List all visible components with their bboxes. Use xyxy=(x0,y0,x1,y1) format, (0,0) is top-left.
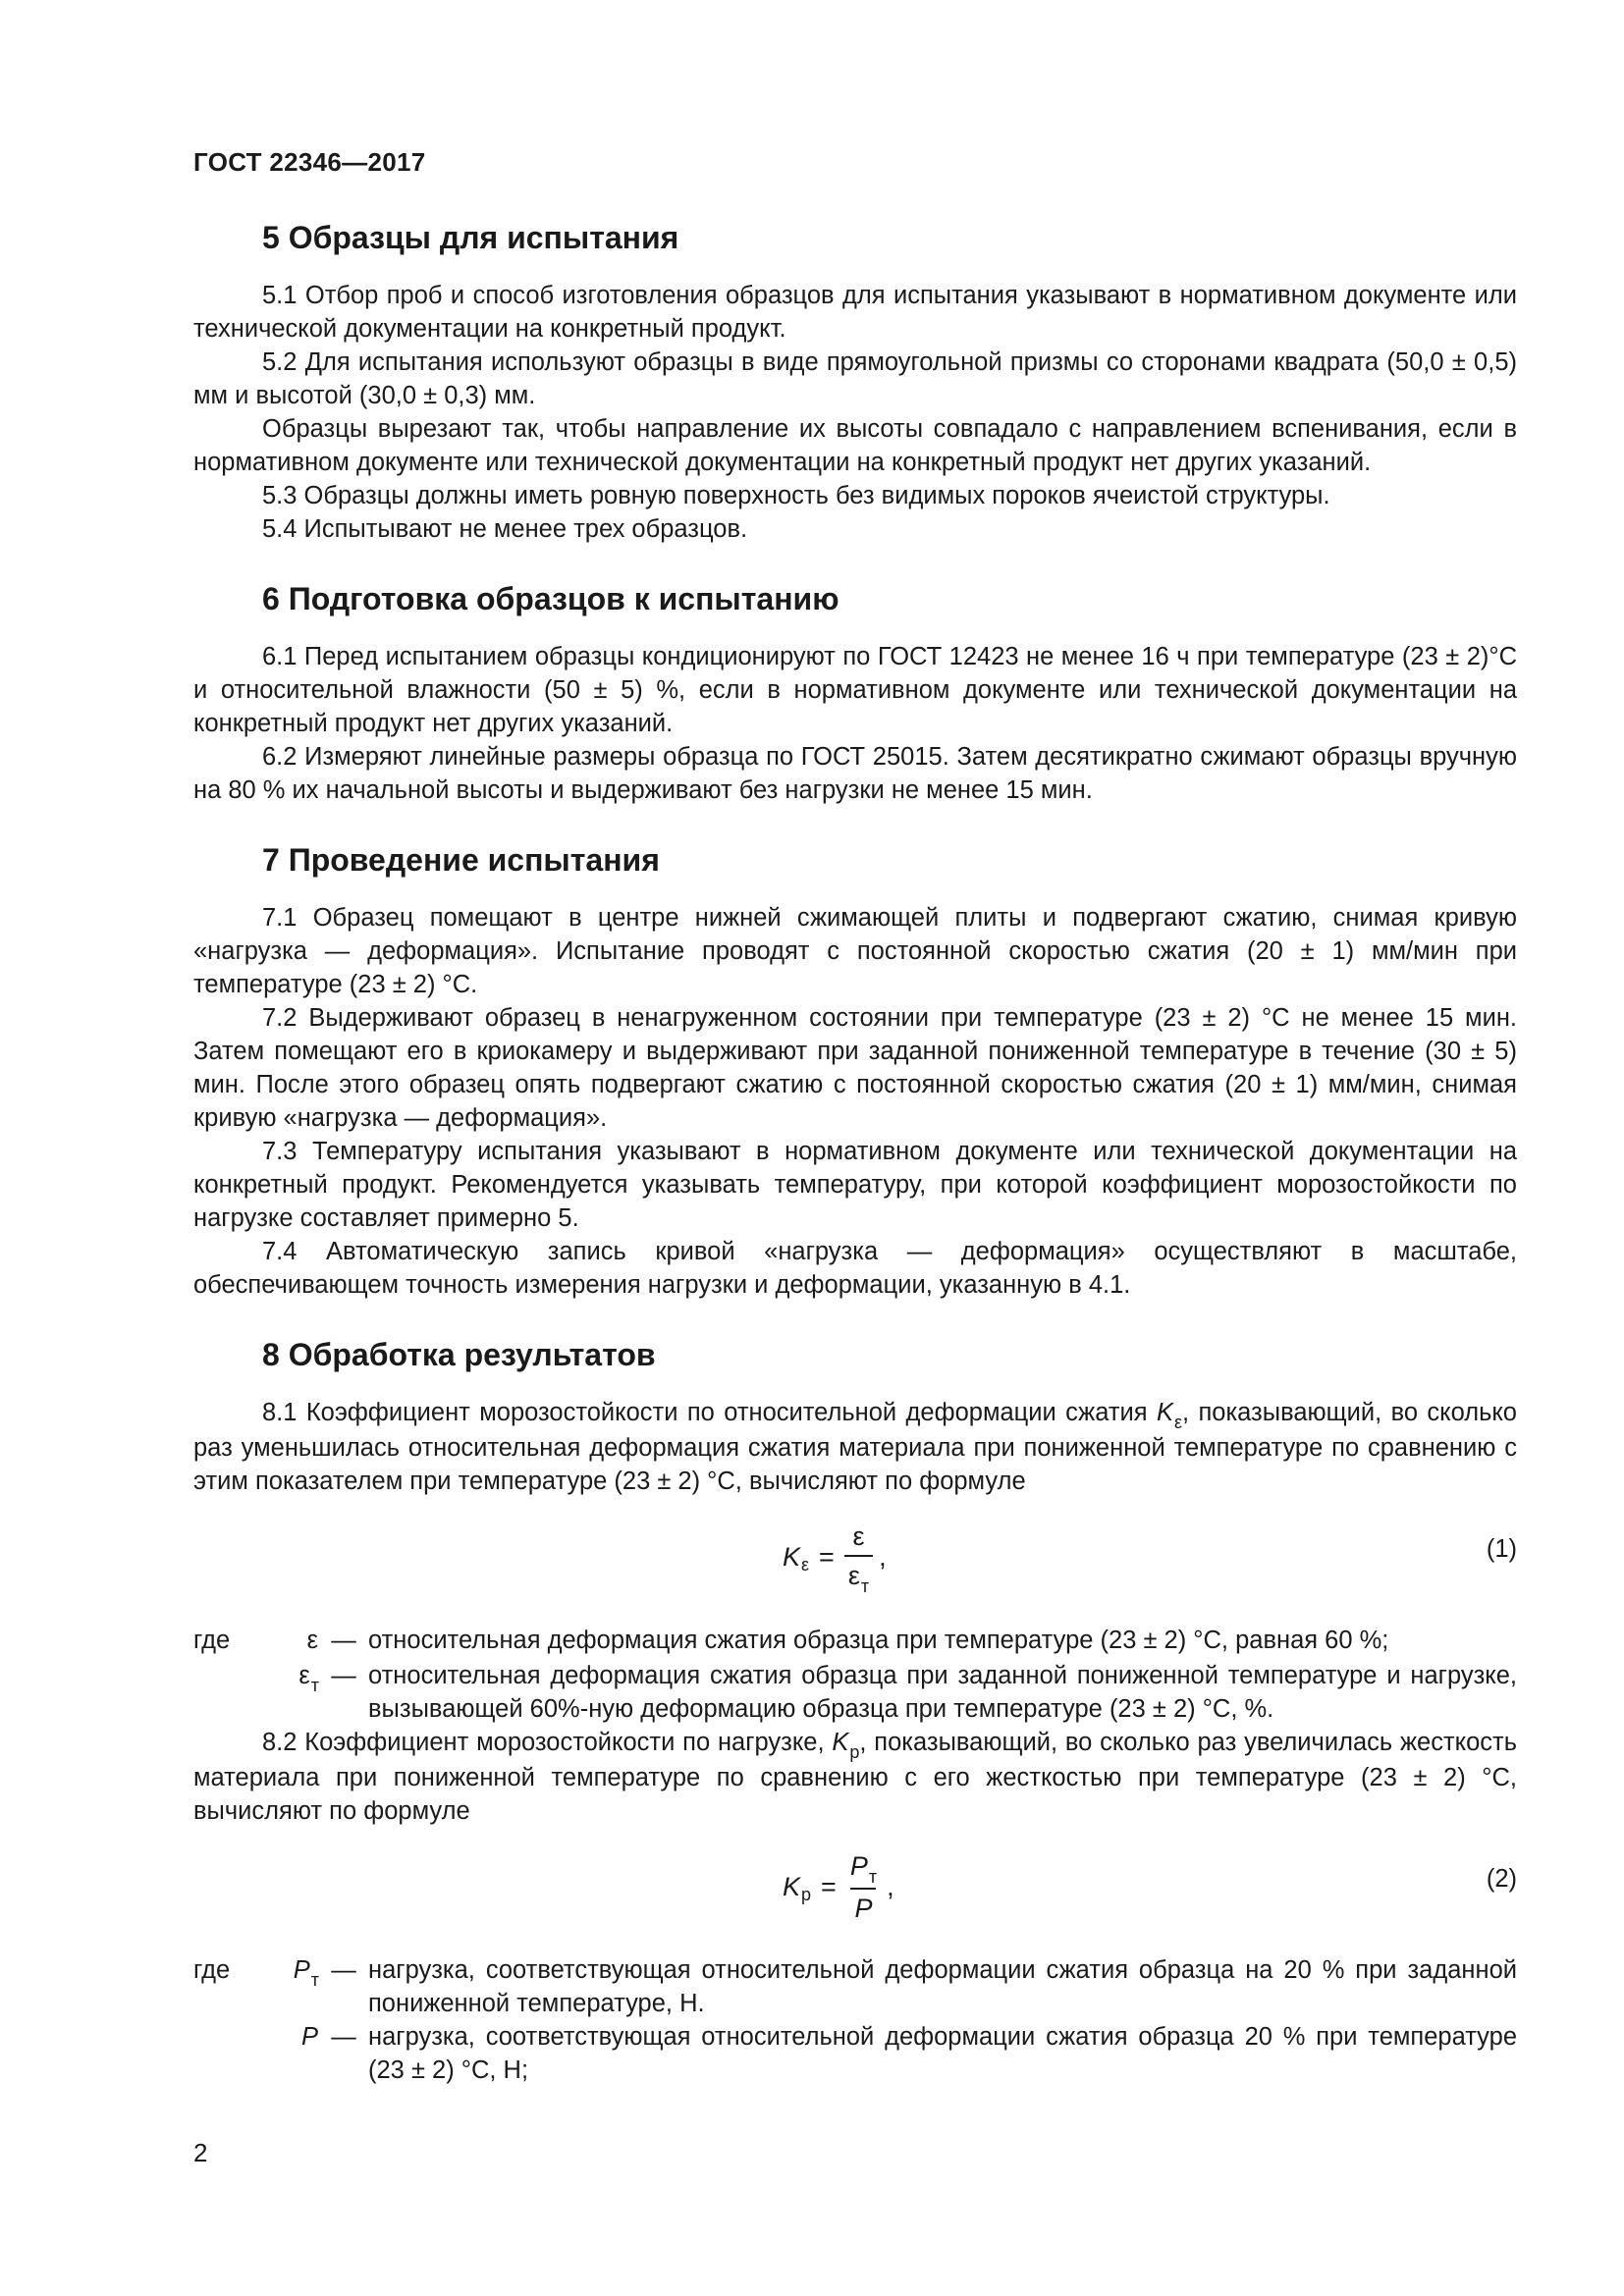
symbol-kp: K xyxy=(832,1729,849,1756)
formula-1-denominator-subscript: т xyxy=(860,1576,870,1596)
legend-row xyxy=(193,1659,1517,1726)
paragraph-7-3: 7.3 Температуру испытания указывают в нормативном документе или технической документации на конкретный продукт. Рекомендуется указывать температуру, при которой коэффициент морозостойкости по нагрузке составляет примерно 5. xyxy=(193,1138,1517,1232)
formula-1 xyxy=(783,1520,887,1595)
section-5-heading: 5 Образцы для испытания xyxy=(262,220,679,255)
formula-1-row xyxy=(193,1510,1517,1612)
paragraph-8-1-text-b: , показывающий, во сколько раз уменьшилась относительная деформация сжатия материала при пониженной температуре по сравнению с этим показателем при температуре (23 ± 2) °С, вычисляют по формуле xyxy=(193,1399,1517,1495)
paragraph-7-1: 7.1 Образец помещают в центре нижней сжимающей плиты и подвергают сжатию, снимая кривую «нагрузка — деформация». Испытание проводят с постоянной скоростью сжатия (20 ± 1) мм/мин при температуре (23 ± 2) °С. xyxy=(193,904,1517,998)
legend-text: нагрузка, соответствующая относительной деформации сжатия образца 20 % при температуре (23 ± 2) °С, Н; xyxy=(368,2023,1517,2084)
legend-lead xyxy=(193,1659,260,1726)
formula-1-denominator xyxy=(844,1555,873,1595)
legend-row xyxy=(193,1624,1517,1659)
legend-symbol-subscript: т xyxy=(310,1676,319,1695)
legend-lead: где xyxy=(193,1956,231,1984)
formula-1-number: (1) xyxy=(1486,1535,1517,1563)
legend-dash: — xyxy=(331,1627,356,1654)
document-code: ГОСТ 22346—2017 xyxy=(193,147,426,177)
formula-2-fraction xyxy=(846,1849,881,1925)
section-7 xyxy=(193,840,1517,1302)
formula-2-numerator-subscript: т xyxy=(868,1867,878,1887)
legend-symbol-subscript: т xyxy=(310,1970,319,1990)
symbol-k: K xyxy=(1156,1399,1173,1426)
section-6 xyxy=(193,579,1517,807)
legend-dash: — xyxy=(331,1956,356,1984)
formula-1-comma: , xyxy=(879,1542,887,1572)
legend-symbol xyxy=(260,1624,319,1659)
formula-1-fraction xyxy=(844,1520,873,1595)
paragraph-5-4: 5.4 Испытывают не менее трех образцов. xyxy=(262,515,748,543)
formula-2-lhs-subscript: р xyxy=(801,1885,812,1904)
formula-2-lhs: K xyxy=(783,1872,801,1901)
legend-lead xyxy=(193,2020,260,2087)
formula-2-legend xyxy=(193,1953,1517,2087)
legend-text: нагрузка, соответствующая относительной деформации сжатия образца на 20 % при заданной пониженной температуре, Н. xyxy=(368,1956,1517,2017)
symbol-kp-subscript: р xyxy=(849,1742,860,1762)
paragraph-8-1-text-a: 8.1 Коэффициент морозостойкости по относительной деформации сжатия xyxy=(262,1399,1157,1426)
symbol-k-subscript: ε xyxy=(1173,1413,1182,1432)
formula-2-denominator: P xyxy=(850,1888,876,1925)
legend-lead: где xyxy=(193,1627,231,1654)
paragraph-7-4: 7.4 Автоматическую запись кривой «нагрузка — деформация» осуществляют в масштабе, обеспечивающем точность измерения нагрузки и деформации, указанную в 4.1. xyxy=(193,1238,1517,1299)
paragraph-8-1 xyxy=(193,1396,1517,1498)
legend-symbol-main: P xyxy=(300,2023,318,2051)
paragraph-5-2-note: Образцы вырезают так, чтобы направление их высоты совпадало с направлением вспенивания, если в нормативном документе или технической документации на конкретный продукт нет других указаний. xyxy=(193,415,1517,476)
formula-1-legend xyxy=(193,1624,1517,1726)
formula-1-equals: = xyxy=(819,1542,835,1572)
page-number: 2 xyxy=(193,2138,208,2167)
paragraph-5-1: 5.1 Отбор проб и способ изготовления образцов для испытания указывают в нормативном документе или технической документации на конкретный продукт. xyxy=(193,282,1517,343)
section-8-heading: 8 Обработка результатов xyxy=(262,1337,656,1372)
formula-2-numerator xyxy=(846,1849,881,1888)
paragraph-7-2: 7.2 Выдерживают образец в ненагруженном состоянии при температуре (23 ± 2) °С не менее 15 мин. Затем помещают его в криокамеру и выдерживают при заданной пониженной температуре в течение (30 ± 5) мин. После этого образец опять подвергают сжатию с постоянной скоростью сжатия (20 ± 1) мм/мин, снимая кривую «нагрузка — деформация». xyxy=(193,1004,1517,1132)
paragraph-8-2-text-b: , показывающий, во сколько раз увеличилась жесткость материала при пониженной температуре по сравнению с его жесткостью при температуре (23 ± 2) °С, вычисляют по формуле xyxy=(193,1729,1517,1825)
legend-text: относительная деформация сжатия образца при температуре (23 ± 2) °С, равная 60 %; xyxy=(368,1627,1389,1654)
section-7-heading: 7 Проведение испытания xyxy=(262,842,660,878)
formula-2-equals: = xyxy=(821,1872,837,1901)
formula-2-comma: , xyxy=(887,1872,894,1901)
legend-row xyxy=(193,1953,1517,2020)
paragraph-8-2 xyxy=(193,1726,1517,1828)
legend-symbol-main: P xyxy=(293,1956,310,1984)
formula-1-lhs: K xyxy=(783,1542,801,1572)
paragraph-8-2-text-a: 8.2 Коэффициент морозостойкости по нагрузке, xyxy=(262,1729,833,1756)
section-6-heading: 6 Подготовка образцов к испытанию xyxy=(262,581,839,616)
legend-dash: — xyxy=(331,1662,356,1689)
legend-row xyxy=(193,2020,1517,2087)
formula-1-lhs-subscript: ε xyxy=(801,1555,810,1575)
paragraph-6-2: 6.2 Измеряют линейные размеры образца по ГОСТ 25015. Затем десятикратно сжимают образцы вручную на 80 % их начальной высоты и выдерживают без нагрузки не менее 15 мин. xyxy=(193,743,1517,804)
legend-symbol xyxy=(260,1953,319,2020)
legend-dash: — xyxy=(331,2023,356,2051)
legend-symbol-main: ε xyxy=(298,1662,310,1689)
document-body xyxy=(193,218,1517,2087)
formula-1-numerator: ε xyxy=(852,1522,865,1551)
formula-2-numerator-symbol: P xyxy=(849,1851,868,1881)
legend-symbol-main: ε xyxy=(306,1627,318,1654)
formula-1-denominator-symbol: ε xyxy=(847,1561,860,1590)
legend-symbol xyxy=(260,2020,319,2087)
section-5 xyxy=(193,218,1517,546)
formula-2 xyxy=(783,1849,894,1925)
section-8 xyxy=(193,1335,1517,2087)
legend-symbol xyxy=(260,1659,319,1726)
paragraph-6-1: 6.1 Перед испытанием образцы кондиционируют по ГОСТ 12423 не менее 16 ч при температуре (23 ± 2)°С и относительной влажности (50 ± 5) %, если в нормативном документе или технической документации на конкретный продукт нет других указаний. xyxy=(193,643,1517,737)
legend-text: относительная деформация сжатия образца при заданной пониженной температуре и нагрузке, вызывающей 60%-ную деформацию образца при температуре (23 ± 2) °С, %. xyxy=(368,1662,1517,1723)
formula-2-row xyxy=(193,1840,1517,1942)
formula-2-number: (2) xyxy=(1486,1865,1517,1893)
paragraph-5-3: 5.3 Образцы должны иметь ровную поверхность без видимых пороков ячеистой структуры. xyxy=(262,482,1330,509)
paragraph-5-2: 5.2 Для испытания используют образцы в виде прямоугольной призмы со сторонами квадрата (50,0 ± 0,5) мм и высотой (30,0 ± 0,3) мм. xyxy=(193,348,1517,409)
